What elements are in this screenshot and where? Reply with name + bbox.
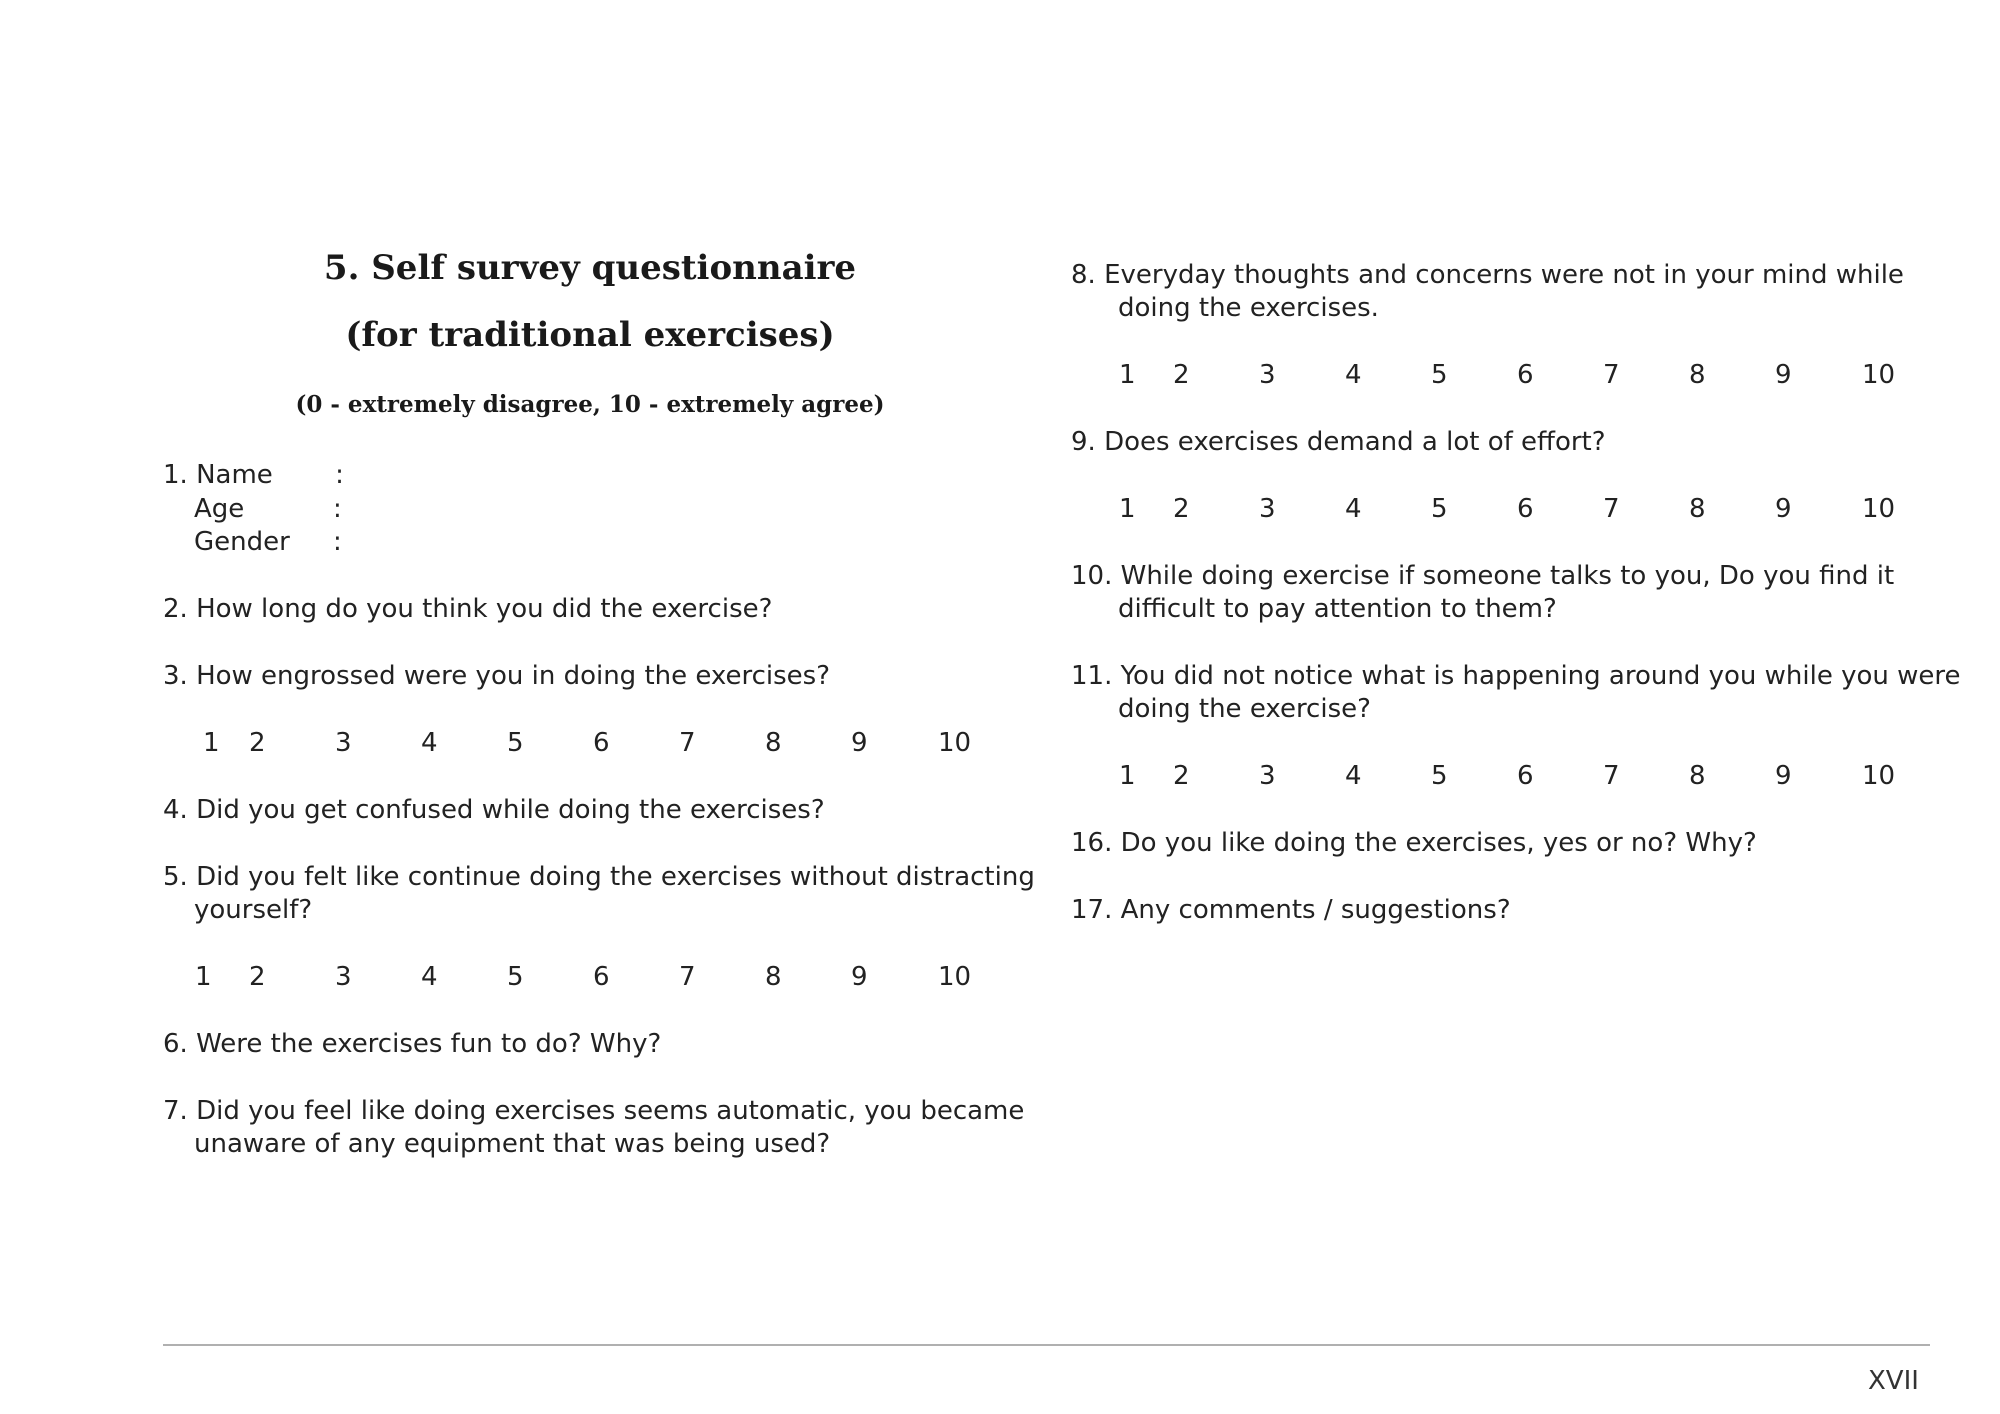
- question-6: 6. Were the exercises fun to do? Why?: [163, 1029, 662, 1059]
- age-label: Age: [194, 494, 245, 524]
- question-3-rating-9[interactable]: 9: [851, 728, 868, 758]
- question-10-line-1: 10. While doing exercise if someone talks to you, Do you find it: [1071, 561, 1895, 591]
- question-11-rating-7[interactable]: 7: [1603, 761, 1620, 791]
- question-11-rating-8[interactable]: 8: [1689, 761, 1706, 791]
- question-8-rating-8[interactable]: 8: [1689, 360, 1706, 390]
- question-5-rating-7[interactable]: 7: [679, 962, 696, 992]
- name-label: Name: [196, 460, 273, 490]
- question-3-rating-5[interactable]: 5: [507, 728, 524, 758]
- question-5-rating-1[interactable]: 1: [195, 962, 212, 992]
- question-5-rating-9[interactable]: 9: [851, 962, 868, 992]
- question-10-line-2: difficult to pay attention to them?: [1118, 594, 1557, 624]
- question-5-rating-3[interactable]: 3: [335, 962, 352, 992]
- question-9: 9. Does exercises demand a lot of effort?: [1071, 427, 1606, 457]
- question-3-rating-10[interactable]: 10: [938, 728, 972, 758]
- question-9-rating-10[interactable]: 10: [1862, 494, 1896, 524]
- page-number: XVII: [1868, 1366, 1919, 1396]
- question-9-rating-2[interactable]: 2: [1173, 494, 1190, 524]
- question-17: 17. Any comments / suggestions?: [1071, 895, 1511, 925]
- age-colon: :: [333, 494, 342, 524]
- question-16: 16. Do you like doing the exercises, yes or no? Why?: [1071, 828, 1757, 858]
- gender-colon: :: [333, 527, 342, 557]
- question-9-rating-7[interactable]: 7: [1603, 494, 1620, 524]
- question-5-rating-5[interactable]: 5: [507, 962, 524, 992]
- question-4: 4. Did you get confused while doing the exercises?: [163, 795, 825, 825]
- question-3-rating-6[interactable]: 6: [593, 728, 610, 758]
- question-9-rating-9[interactable]: 9: [1775, 494, 1792, 524]
- question-11-rating-9[interactable]: 9: [1775, 761, 1792, 791]
- question-5-line-2: yourself?: [194, 895, 313, 925]
- question-9-rating-5[interactable]: 5: [1431, 494, 1448, 524]
- question-3-rating-7[interactable]: 7: [679, 728, 696, 758]
- question-5-line-1: 5. Did you felt like continue doing the exercises without distracting: [163, 862, 1035, 892]
- question-8-line-1: 8. Everyday thoughts and concerns were not in your mind while: [1071, 260, 1904, 290]
- question-5-rating-6[interactable]: 6: [593, 962, 610, 992]
- question-7-line-1: 7. Did you feel like doing exercises seems automatic, you became: [163, 1096, 1025, 1126]
- question-9-rating-1[interactable]: 1: [1119, 494, 1136, 524]
- question-3-rating-2[interactable]: 2: [249, 728, 266, 758]
- page-title: 5. Self survey questionnaire: [323, 248, 857, 288]
- question-11-rating-10[interactable]: 10: [1862, 761, 1896, 791]
- scale-legend: (0 - extremely disagree, 10 - extremely agree): [295, 391, 885, 418]
- question-9-rating-4[interactable]: 4: [1345, 494, 1362, 524]
- question-3-rating-4[interactable]: 4: [421, 728, 438, 758]
- question-11-rating-2[interactable]: 2: [1173, 761, 1190, 791]
- question-1-number: 1.: [163, 460, 197, 490]
- question-3: 3. How engrossed were you in doing the exercises?: [163, 661, 831, 691]
- question-11-rating-3[interactable]: 3: [1259, 761, 1276, 791]
- question-3-rating-3[interactable]: 3: [335, 728, 352, 758]
- question-9-rating-3[interactable]: 3: [1259, 494, 1276, 524]
- question-3-rating-8[interactable]: 8: [765, 728, 782, 758]
- question-8-rating-1[interactable]: 1: [1119, 360, 1136, 390]
- question-8-rating-9[interactable]: 9: [1775, 360, 1792, 390]
- question-1-name: [163, 458, 344, 492]
- question-8-rating-5[interactable]: 5: [1431, 360, 1448, 390]
- question-8-line-2: doing the exercises.: [1118, 293, 1379, 323]
- question-11-rating-1[interactable]: 1: [1119, 761, 1136, 791]
- question-7-line-2: unaware of any equipment that was being used?: [194, 1129, 831, 1159]
- question-8-rating-6[interactable]: 6: [1517, 360, 1534, 390]
- question-11-line-2: doing the exercise?: [1118, 694, 1371, 724]
- question-5-rating-8[interactable]: 8: [765, 962, 782, 992]
- question-8-rating-2[interactable]: 2: [1173, 360, 1190, 390]
- question-5-rating-2[interactable]: 2: [249, 962, 266, 992]
- question-8-rating-3[interactable]: 3: [1259, 360, 1276, 390]
- question-9-rating-6[interactable]: 6: [1517, 494, 1534, 524]
- question-11-rating-6[interactable]: 6: [1517, 761, 1534, 791]
- question-11-line-1: 11. You did not notice what is happening around you while you were: [1071, 661, 1961, 691]
- question-8-rating-10[interactable]: 10: [1862, 360, 1896, 390]
- question-11-rating-4[interactable]: 4: [1345, 761, 1362, 791]
- question-5-rating-4[interactable]: 4: [421, 962, 438, 992]
- name-colon: :: [335, 460, 344, 490]
- question-5-rating-10[interactable]: 10: [938, 962, 972, 992]
- question-2: 2. How long do you think you did the exercise?: [163, 594, 773, 624]
- question-11-rating-5[interactable]: 5: [1431, 761, 1448, 791]
- question-8-rating-7[interactable]: 7: [1603, 360, 1620, 390]
- question-3-rating-1[interactable]: 1: [203, 728, 220, 758]
- page-subtitle: (for traditional exercises): [345, 315, 835, 355]
- gender-label: Gender: [194, 527, 290, 557]
- question-9-rating-8[interactable]: 8: [1689, 494, 1706, 524]
- question-1-gender: [163, 525, 342, 559]
- question-8-rating-4[interactable]: 4: [1345, 360, 1362, 390]
- question-1-age: [163, 492, 342, 526]
- footer-divider: [163, 1344, 1930, 1346]
